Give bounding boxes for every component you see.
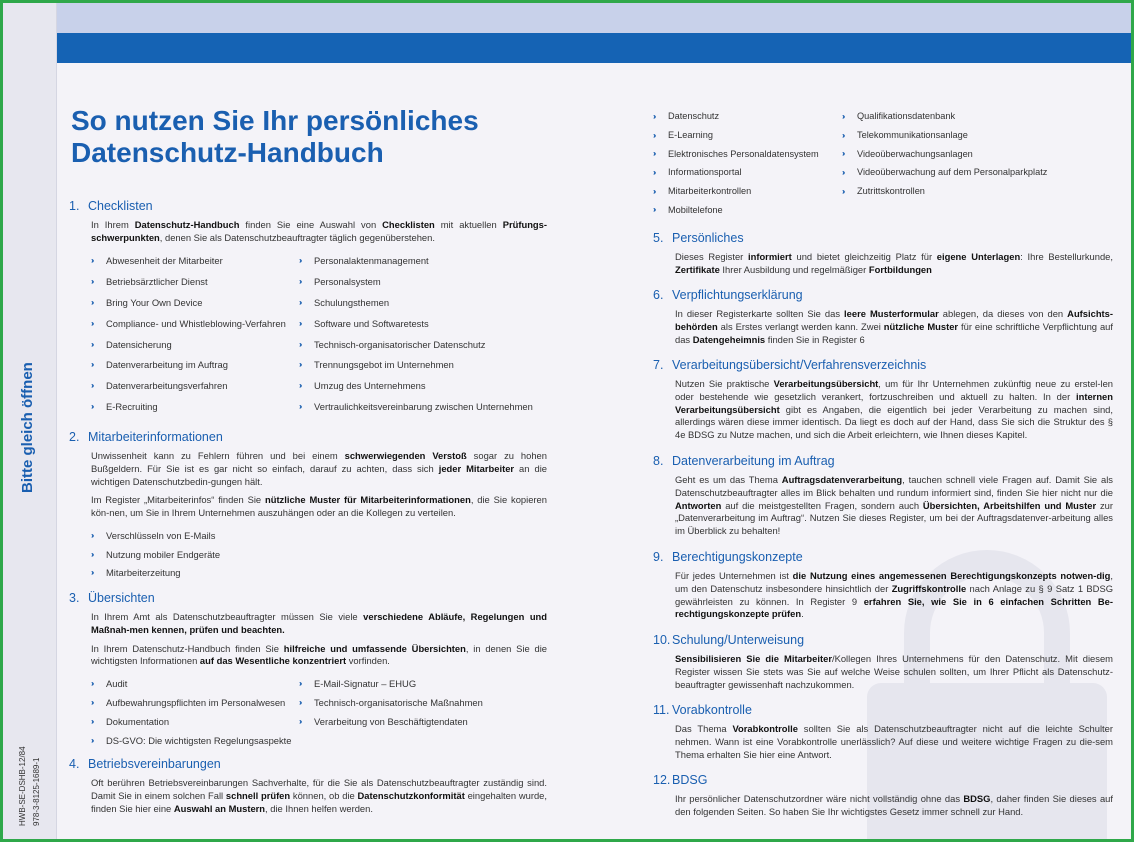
content-area — [57, 63, 1131, 839]
double-arrow-icon: ›› — [91, 339, 93, 349]
list-item — [299, 712, 549, 731]
list-item — [91, 712, 299, 731]
list-item — [91, 564, 547, 583]
list-item — [842, 107, 1082, 126]
double-arrow-icon: ›› — [91, 549, 93, 559]
list-item — [91, 731, 299, 750]
double-arrow-icon: ›› — [653, 149, 655, 159]
section-text: In Ihrem Datenschutz-Handbuch finden Sie eine Auswahl von Checklisten mit aktuellen Prüfungs-schwerpunkten, denen Sie als Datenschutzbeauftragter täglich gegenüberstehen. — [91, 219, 547, 243]
list-item — [653, 126, 842, 145]
double-arrow-icon: ›› — [299, 298, 301, 308]
double-arrow-icon: ›› — [842, 167, 844, 177]
list-item — [91, 674, 299, 693]
double-arrow-icon: ›› — [91, 360, 93, 370]
section-text: Nutzen Sie praktische Verarbeitungsübersicht, um für Ihr Unternehmen zukünftig neue zu erstel-len oder bestehende wie gesetzlich verankert, fortzuschreiben und aktuell zu halten. In der internen Verarbeitungsübersicht gibt es Angaben, die eigentlich bei jeder Verarbeitung zu machen sind, allerdings wären diese immer identisch. Da liegt es doch auf der Hand, dass Sie sich die Struktur des § 4e BDSG zu Nutze machen, und sich die Arbeit erleichtern, wie Ihnen dieses Kapitel. — [675, 378, 1114, 441]
double-arrow-icon: ›› — [299, 277, 301, 287]
list-item — [299, 693, 549, 712]
section-schulung — [653, 633, 1113, 697]
list-item — [653, 107, 842, 126]
double-arrow-icon: ›› — [299, 360, 301, 370]
list-item — [842, 163, 1082, 182]
section-uebersichten — [69, 591, 547, 750]
list-item-label: Personalaktenmanagement — [314, 255, 429, 267]
list-item — [91, 375, 299, 396]
top-band-blue — [57, 33, 1131, 63]
list-item — [653, 200, 842, 219]
list-item-label: Informationsportal — [668, 167, 742, 178]
section-text: In Ihrem Amt als Datenschutzbeauftragter müssen Sie viele verschiedene Abläufe, Regelungen und Maßnah-men kennen, prüfen und beachten. — [91, 611, 547, 635]
list-item — [91, 313, 299, 334]
list-item-label: Software und Softwaretests — [314, 317, 429, 329]
double-arrow-icon: ›› — [299, 679, 301, 689]
double-arrow-icon: ›› — [299, 698, 301, 708]
section-mitarbeiterinformationen — [69, 430, 547, 582]
list-item — [299, 313, 549, 334]
section-heading: 10. Schulung/Unterweisung — [653, 633, 805, 647]
list-item-label: Audit — [106, 678, 128, 690]
section-heading: 9. Berechtigungskonzepte — [653, 550, 803, 564]
double-arrow-icon: ›› — [299, 402, 301, 412]
double-arrow-icon: ›› — [91, 256, 93, 266]
list-item-label: Verschlüsseln von E-Mails — [106, 529, 216, 541]
list-item-label: Trennungsgebot im Unternehmen — [314, 359, 454, 371]
section-auftragsverarbeitung — [653, 454, 1113, 544]
list-item-label: Zutrittskontrollen — [857, 186, 925, 197]
double-arrow-icon: ›› — [299, 318, 301, 328]
section-heading: 4. Betriebsvereinbarungen — [69, 757, 221, 771]
list-item — [91, 251, 299, 272]
section-heading: 2. Mitarbeiterinformationen — [69, 430, 223, 444]
spine-code: HWB-SE-DSHB-12/84 — [18, 746, 27, 826]
double-arrow-icon: ›› — [842, 186, 844, 196]
section-bdsg — [653, 773, 1113, 825]
list-item-label: Compliance- und Whistleblowing-Verfahren — [106, 317, 286, 329]
list-item-label: E-Mail-Signatur – EHUG — [314, 678, 417, 690]
section-text: Oft berühren Betriebsvereinbarungen Sachverhalte, für die Sie als Datenschutzbeauftragter zuständig sind. Damit Sie in einem solchen Fall schnell prüfen können, ob die Datenschutzkonformität eingehalten wurde, finden Sie hier eine Auswahl an Mustern, die Ihnen helfen werden. — [91, 777, 547, 814]
list-item — [91, 271, 299, 292]
section-heading: 12. BDSG — [653, 773, 708, 787]
double-arrow-icon: ›› — [91, 318, 93, 328]
double-arrow-icon: ›› — [842, 111, 844, 121]
uebersichten-list — [69, 674, 547, 750]
list-item-label: Schulungsthemen — [314, 297, 390, 309]
checklist-list — [69, 251, 547, 417]
list-item — [299, 396, 549, 417]
list-item-label: Technisch-organisatorischer Datenschutz — [314, 338, 486, 350]
double-arrow-icon: ›› — [299, 256, 301, 266]
list-item — [91, 396, 299, 417]
spine-title: Bitte gleich öffnen — [19, 362, 36, 493]
section-text: Ihr persönlicher Datenschutzordner wäre nicht vollständig ohne das BDSG, daher finden Sie dieses auf den folgenden Seiten. So haben Sie Ihr wichtigstes Gesetz immer schnell zur Hand. — [675, 793, 1113, 817]
section-text: Für jedes Unternehmen ist die Nutzung eines angemessenen Berechtigungskonzepts notwen-dig, um den Datenschutz insbesondere hinsichtlich der Zugriffskontrolle nach Anlage zu § 9 Satz 1 BDSG gewährleisten zu können. In Register 9 erfahren Sie, wie Sie in 6 einfachen Schritten Be-rechtigungskonzepte prüfen. — [675, 570, 1113, 620]
section-betriebsvereinbarungen — [69, 757, 547, 821]
list-item — [91, 526, 547, 545]
list-item-label: Videoüberwachung auf dem Personalparkplatz — [857, 167, 1048, 178]
list-item — [91, 693, 299, 712]
list-item-label: Mitarbeiterkontrollen — [668, 186, 752, 197]
double-arrow-icon: ›› — [91, 698, 93, 708]
list-item-label: Qualifikationsdatenbank — [857, 111, 956, 122]
list-item — [91, 545, 547, 564]
register-list — [653, 107, 1082, 219]
double-arrow-icon: ›› — [299, 381, 301, 391]
list-item — [91, 292, 299, 313]
list-item-label: Umzug des Unternehmens — [314, 380, 426, 392]
list-item-label: Verarbeitung von Beschäftigtendaten — [314, 716, 468, 728]
section-checklisten — [69, 199, 547, 417]
section-text: Sensibilisieren Sie die Mitarbeiter/Kollegen Ihres Unternehmens für den Datenschutz. Mit diesem Register wissen Sie stets was Sie auf welche Weise schulen sollten, um Ihrer Pflicht als Datenschutz-beauftragter gewissenhaft nachzukommen. — [675, 653, 1113, 690]
double-arrow-icon: ›› — [653, 186, 655, 196]
list-item — [842, 144, 1082, 163]
double-arrow-icon: ›› — [842, 130, 844, 140]
mitarbeiter-list — [69, 526, 547, 582]
list-item-label: Vertraulichkeitsvereinbarung zwischen Unternehmen — [314, 401, 533, 413]
title-line-1: So nutzen Sie Ihr persönliches — [71, 105, 479, 136]
double-arrow-icon: ›› — [91, 679, 93, 689]
section-text: Im Register „Mitarbeiterinfos“ finden Sie nützliche Muster für Mitarbeiterinformationen, die Sie kopieren kön-nen, um Sie in Ihrem Unternehmen auszuhängen oder an die Kollegen zu verteilen. — [91, 494, 547, 519]
list-item-label: Mitarbeiterzeitung — [106, 567, 181, 579]
list-item — [91, 355, 299, 376]
double-arrow-icon: ›› — [653, 167, 655, 177]
double-arrow-icon: ›› — [91, 277, 93, 287]
list-item — [842, 126, 1082, 145]
left-spine — [3, 3, 57, 839]
list-item — [653, 163, 842, 182]
list-item — [842, 182, 1082, 201]
top-band-light — [57, 3, 1131, 33]
double-arrow-icon: ›› — [299, 339, 301, 349]
section-text: Das Thema Vorabkontrolle sollten Sie als Datenschutzbeauftragter nicht auf die leichte Schulter nehmen. Wann ist eine Vorabkontrolle unerlässlich? Auf diese und weitere wichtige Fragen zu die-sem Thema erhalten Sie hier eine Antwort. — [675, 723, 1113, 760]
section-heading: 1. Checklisten — [69, 199, 153, 213]
list-item — [299, 674, 549, 693]
double-arrow-icon: ›› — [91, 298, 93, 308]
double-arrow-icon: ›› — [91, 568, 93, 578]
double-arrow-icon: ›› — [91, 530, 93, 540]
list-item-label: Datenverarbeitungsverfahren — [106, 380, 228, 392]
section-text: In dieser Registerkarte sollten Sie das leere Musterformular ablegen, da dieses von den Aufsichts-behörden als Erstes verlangt werden kann. Zwei nützliche Muster für eine schriftliche Verpflichtung auf das Datengeheimnis finden Sie in Register 6 — [675, 308, 1114, 345]
double-arrow-icon: ›› — [653, 205, 655, 215]
list-item-label: Datenverarbeitung im Auftrag — [106, 359, 228, 371]
section-verarbeitungsuebersicht — [653, 358, 1113, 448]
double-arrow-icon: ›› — [653, 130, 655, 140]
double-arrow-icon: ›› — [91, 402, 93, 412]
list-item-label: Aufbewahrungspflichten im Personalwesen — [106, 697, 286, 709]
list-item — [299, 271, 549, 292]
section-vorabkontrolle — [653, 703, 1113, 767]
section-berechtigungskonzepte — [653, 550, 1113, 627]
section-heading: 3. Übersichten — [69, 591, 155, 605]
list-item — [299, 355, 549, 376]
list-item-label: Mobiltelefone — [668, 204, 723, 215]
section-persoenliches — [653, 231, 1113, 283]
double-arrow-icon: ›› — [842, 149, 844, 159]
double-arrow-icon: ›› — [91, 381, 93, 391]
section-heading: 6. Verpflichtungserklärung — [653, 288, 803, 302]
list-item-label: Telekommunikationsanlage — [857, 130, 968, 141]
list-item-label: Bring Your Own Device — [106, 297, 203, 309]
page — [3, 3, 1131, 839]
list-item-label: E-Learning — [668, 130, 713, 141]
list-item-label: Dokumentation — [106, 716, 170, 728]
list-item — [653, 182, 842, 201]
section-text: Unwissenheit kann zu Fehlern führen und bei einem schwerwiegenden Verstoß sogar zu hohen Bußgeldern. Für Sie ist es gar nicht so einfach, darauf zu achten, dass sich jeder Mitarbeiter an die wichtigen Datenschutzbedin-gungen hält. — [91, 450, 547, 487]
list-item-label: Elektronisches Personaldatensystem — [668, 148, 819, 159]
list-item-label: Nutzung mobiler Endgeräte — [106, 548, 221, 560]
list-item-label: Technisch-organisatorische Maßnahmen — [314, 697, 483, 709]
list-item-label: Betriebsärztlicher Dienst — [106, 276, 208, 288]
section-text: Geht es um das Thema Auftragsdatenverarbeitung, tauchen schnell viele Fragen auf. Damit Sie als Datenschutzbeauftragter alles im Blick behalten und rundum informiert sind, finden Sie hier nicht nur die Antworten auf die meistgestellten Fragen, sondern auch Übersichten, Arbeitshilfen und Muster zur „Datenverarbeitung im Auftrag“. Nutzen Sie dieses Register, um bei der Auftragsdatenver-arbeitung alles im Überblick zu behalten! — [675, 474, 1113, 537]
list-item-label: DS-GVO: Die wichtigsten Regelungsaspekte — [106, 735, 292, 747]
list-item — [653, 144, 842, 163]
double-arrow-icon: ›› — [299, 717, 301, 727]
list-item-label: Videoüberwachungsanlagen — [857, 148, 973, 159]
page-title — [71, 105, 479, 169]
list-item-label: Personalsystem — [314, 276, 381, 288]
section-text: Dieses Register informiert und bietet gleichzeitig Platz für eigene Unterlagen: Ihre Bestellurkunde, Zertifikate Ihrer Ausbildung und regelmäßiger Fortbildungen — [675, 251, 1113, 275]
list-item — [299, 251, 549, 272]
section-heading: 7. Verarbeitungsübersicht/Verfahrensverzeichnis — [653, 358, 927, 372]
double-arrow-icon: ›› — [653, 111, 655, 121]
list-item-label: E-Recruiting — [106, 401, 158, 413]
list-item — [91, 334, 299, 355]
section-text: In Ihrem Datenschutz-Handbuch finden Sie hilfreiche und umfassende Übersichten, in denen Sie die wichtigsten Informationen auf das Wesentliche konzentriert vorfinden. — [91, 642, 548, 667]
double-arrow-icon: ›› — [91, 736, 93, 746]
spine-isbn: 978-3-8125-1689-1 — [32, 757, 41, 826]
list-item — [299, 334, 549, 355]
double-arrow-icon: ›› — [91, 717, 93, 727]
section-heading: 8. Datenverarbeitung im Auftrag — [653, 454, 835, 468]
list-item-label: Abwesenheit der Mitarbeiter — [106, 255, 223, 267]
section-heading: 11. Vorabkontrolle — [653, 703, 752, 717]
list-item — [299, 375, 549, 396]
list-item-label: Datenschutz — [668, 111, 720, 122]
list-item-label: Datensicherung — [106, 338, 172, 350]
section-verpflichtungserklaerung — [653, 288, 1113, 352]
list-item — [299, 292, 549, 313]
section-heading: 5. Persönliches — [653, 231, 744, 245]
title-line-2: Datenschutz-Handbuch — [71, 137, 384, 168]
